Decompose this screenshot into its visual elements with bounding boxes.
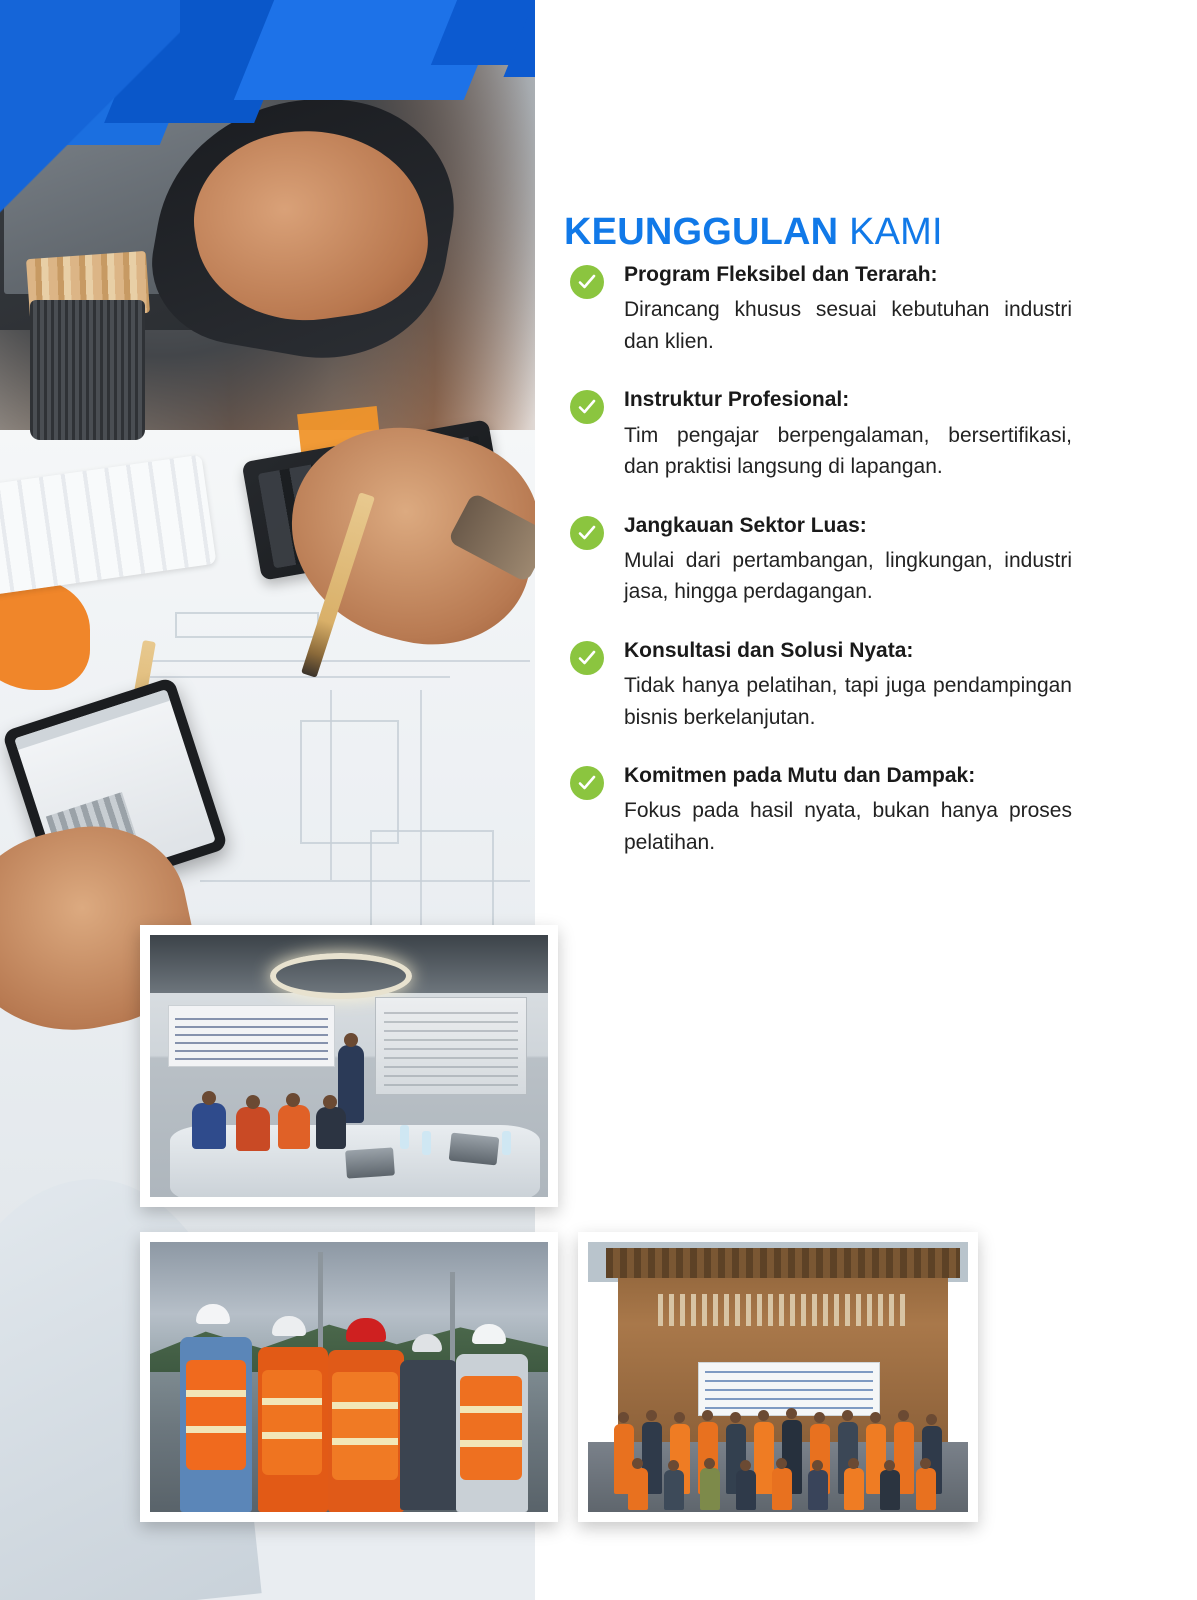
list-item-title: Konsultasi dan Solusi Nyata: — [624, 638, 914, 662]
vest-stripe — [332, 1402, 398, 1409]
list-item-title: Instruktur Profesional: — [624, 388, 850, 412]
list-item — [562, 262, 1072, 357]
group-member-head — [632, 1458, 643, 1469]
group-member-seated — [628, 1468, 648, 1510]
group-member-head — [702, 1410, 713, 1421]
group-member-seated — [664, 1470, 684, 1510]
field-workers-safety-helmets-photo — [140, 1232, 558, 1522]
photo-inner — [150, 935, 548, 1197]
list-item-body: Dirancang khusus sesuai kebutuhan industri dan klien. — [624, 298, 1072, 353]
list-item — [562, 387, 1072, 482]
safety-vest — [460, 1376, 522, 1480]
group-member-head — [704, 1458, 715, 1469]
group-member-head — [848, 1458, 859, 1469]
list-item-title: Program Fleksibel dan Terarah: — [624, 263, 938, 286]
projector-screen — [375, 997, 527, 1095]
blueprint-box — [300, 720, 399, 844]
slide-text-lines — [384, 1006, 518, 1086]
water-bottle — [400, 1125, 409, 1149]
group-member-head — [870, 1412, 881, 1423]
banner-text-lines — [175, 1012, 328, 1060]
group-member-seated — [916, 1468, 936, 1510]
photo-inner — [588, 1242, 968, 1512]
participant — [236, 1107, 270, 1151]
page-title-light: KAMI — [849, 211, 943, 254]
group-member-head — [920, 1458, 931, 1469]
vest-stripe — [186, 1426, 246, 1433]
laptop — [345, 1147, 395, 1178]
group-member-head — [884, 1460, 895, 1471]
group-member-head — [776, 1458, 787, 1469]
antenna-pole — [450, 1272, 455, 1372]
list-item-body: Tidak hanya pelatihan, tapi juga pendampingan bisnis berkelanjutan. — [624, 674, 1072, 729]
orange-object — [0, 580, 90, 690]
group-member — [754, 1422, 774, 1494]
group-member-head — [758, 1410, 769, 1421]
check-icon — [570, 516, 604, 550]
safety-vest — [186, 1360, 246, 1470]
list-item — [562, 513, 1072, 608]
participant-head — [323, 1095, 337, 1109]
page-title — [564, 211, 943, 254]
pencil-cup — [30, 300, 145, 440]
check-icon — [570, 265, 604, 299]
group-member-head — [812, 1460, 823, 1471]
water-bottle — [502, 1131, 511, 1155]
vest-stripe — [262, 1398, 322, 1405]
blue-geometric-header — [0, 0, 535, 170]
water-bottle — [422, 1131, 431, 1155]
group-member-seated — [736, 1470, 756, 1510]
group-member-head — [730, 1412, 741, 1423]
list-item-title: Jangkauan Sektor Luas: — [624, 513, 867, 537]
banner-text-lines — [705, 1369, 873, 1409]
list-item-title: Komitmen pada Mutu dan Dampak: — [624, 764, 976, 787]
participant-head — [202, 1091, 216, 1105]
list-item — [562, 763, 1072, 858]
blueprint-box — [370, 830, 494, 929]
list-item-body: Mulai dari pertambangan, lingkungan, industri jasa, hingga perdagangan. — [624, 548, 1072, 604]
photo-inner — [150, 1242, 548, 1512]
blue-corner-triangle — [0, 0, 180, 260]
house-roof — [606, 1248, 960, 1278]
vest-stripe — [262, 1432, 322, 1439]
presenter-head — [344, 1033, 358, 1047]
group-member-head — [842, 1410, 853, 1421]
laptop — [449, 1133, 500, 1166]
participant — [192, 1103, 226, 1149]
list-item-body: Tim pengajar berpengalaman, bersertifikasi, dan praktisi langsung di lapangan. — [624, 423, 1072, 478]
advantages-list — [562, 262, 1072, 888]
worker — [400, 1360, 458, 1510]
group-member-head — [668, 1460, 679, 1471]
blueprint-scale — [175, 612, 319, 638]
vest-stripe — [460, 1406, 522, 1413]
safety-vest — [262, 1370, 322, 1475]
list-item-body: Fokus pada hasil nyata, bukan hanya proses pelatihan. — [624, 799, 1072, 854]
group-member-head — [786, 1408, 797, 1419]
blueprint-line — [150, 660, 530, 662]
vest-stripe — [186, 1390, 246, 1397]
group-member-seated — [700, 1468, 720, 1510]
participant — [316, 1107, 346, 1149]
vest-stripe — [332, 1438, 398, 1445]
group-member-seated — [844, 1468, 864, 1510]
check-icon — [570, 766, 604, 800]
participant-head — [286, 1093, 300, 1107]
blueprint-line — [150, 676, 450, 678]
group-member-head — [898, 1410, 909, 1421]
ceiling-light — [270, 953, 412, 999]
group-member-head — [618, 1412, 629, 1423]
group-member-head — [740, 1460, 751, 1471]
group-member-seated — [808, 1470, 828, 1510]
check-icon — [570, 641, 604, 675]
training-meeting-room-photo — [140, 925, 558, 1207]
red-helmet-icon — [346, 1318, 386, 1342]
check-icon — [570, 390, 604, 424]
group-member-head — [646, 1410, 657, 1421]
house-railing — [658, 1294, 908, 1326]
participant — [278, 1105, 310, 1149]
group-photo-wooden-house — [578, 1232, 978, 1522]
page-title-bold: KEUNGGULAN — [564, 211, 839, 254]
group-member-seated — [772, 1468, 792, 1510]
group-member-head — [814, 1412, 825, 1423]
vest-stripe — [460, 1440, 522, 1447]
group-member-head — [674, 1412, 685, 1423]
group-member-seated — [880, 1470, 900, 1510]
safety-vest — [332, 1372, 398, 1480]
group-member-head — [926, 1414, 937, 1425]
list-item — [562, 638, 1072, 733]
event-banner — [168, 1005, 335, 1067]
participant-head — [246, 1095, 260, 1109]
